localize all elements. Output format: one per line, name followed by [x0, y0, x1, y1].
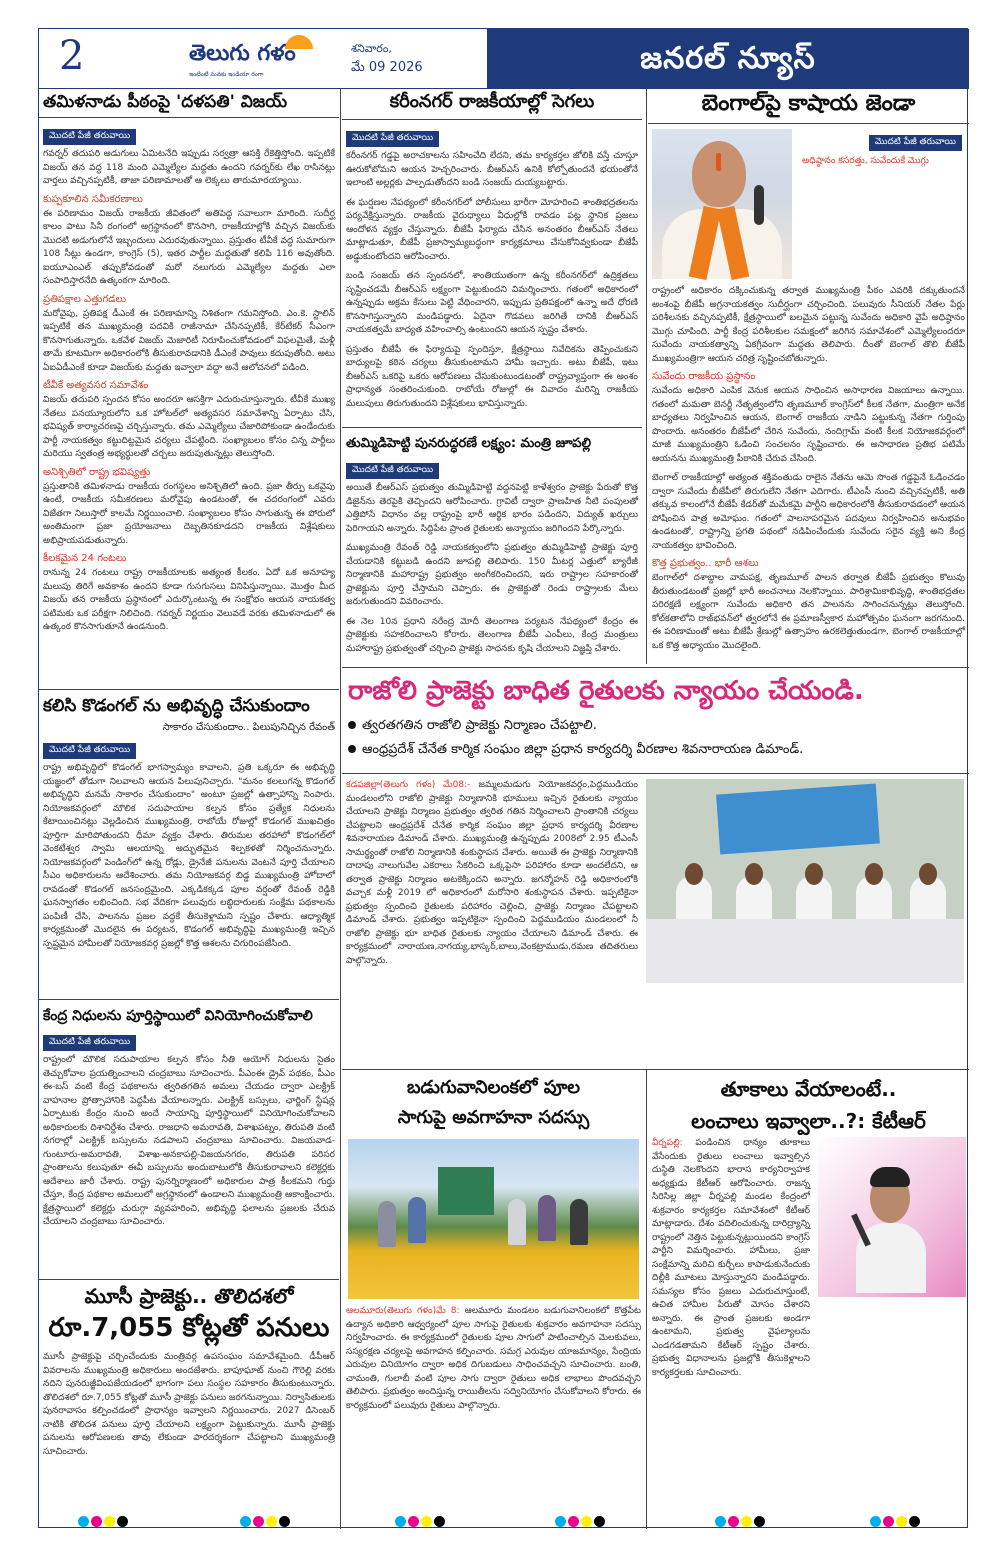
photo-figure — [856, 1223, 926, 1293]
column-divider — [340, 664, 341, 1529]
photo-figure — [378, 1201, 396, 1247]
paragraph: రాష్ట్రంలో అధికారం దక్కించుకున్న తర్వాత ముఖ్యమంత్రి పీఠం ఎవరికి దక్కుతుందనే అంశంపై బీజేపీ అగ్రనాయకత్వం సుదీర్ఘంగా చర్చించింది. పలువురు సీనియర్ నేతల పేర్లు పరిశీలనకు వచ్చినప్పటికీ, క్షేత్రస్థాయిలో బలమైన పట్టున్న సువేందు అధికారి వైపే అధిష్ఠానం మొగ్గు చూపింది. పార్టీ కేంద్ర పరిశీలకుల సమక్షంలో జరిగిన సమావేశంలో ఎమ్మెల్యేలందరూ సువేందు నాయకత్వాన్ని ఏకగ్రీవంగా మద్దతు తెలిపారు. దీంతో బెంగాల్ తొలి బీజేపీ ముఖ్యమంత్రిగా ఆయన చరిత్ర సృష్టించబోతున్నారు. — [652, 286, 965, 364]
photo-flower-field — [348, 1139, 639, 1299]
bullet-list — [342, 715, 969, 763]
subhead: కీలకమైన 24 గంటలు — [43, 553, 127, 564]
registration-dot — [279, 1516, 290, 1527]
photo-table — [646, 919, 964, 983]
paragraph: ప్రస్తుతం బీజేపీ ఈ ఫిర్యాదుపై స్పందిస్తూ, క్షేత్రస్థాయి నివేదికను తెప్పించుకుని బాధ్యులపై కఠిన చర్యలు తీసుకుంటామని హామీ ఇచ్చారు. అటు బీజేపీ, ఇటు బీఆర్ఎస్ ఒకరిపై ఒకరు ఆరోపణలు చేసుకుంటుండటంతో రాష్ట్రవ్యాప్తంగా ఈ అంశం ప్రాధాన్యత సంతరించుకుంది. రాబోయే రోజుల్లో ఈ వివాదం మరిన్ని రాజకీయ మలుపులు తిరుగుతుందని విశ్లేషకులు భావిస్తున్నారు. — [346, 344, 638, 409]
headline: కరీంనగర్ రాజకీయాల్లో సెగలు — [389, 91, 595, 112]
divider — [342, 427, 642, 428]
continued-tag: మొదటి పేజీ తరువాయి — [43, 743, 136, 759]
paragraph: రాష్ట్ర అభివృద్ధిలో కొడంగల్ భాగస్వామ్యం కావాలని, ప్రతి ఒక్కరూ ఈ అభివృద్ధి యజ్ఞంలో తోడుగా నిలవాలని ఆయన పిలుపునిచ్చారు. "మనం కలలుగన్న కొడంగల్ అభివృద్ధిని మనమే సాకారం చేసుకుందాం" అంటూ ప్రజల్లో ఉత్సాహాన్ని నింపారు. నియోజకవర్గంలో మౌలిక సదుపాయాల కల్పన కోసం ప్రత్యేక నిధులను కేటాయించినట్లు వెల్లడించిన ముఖ్యమంత్రి, రాబోయే రోజుల్లో కొడంగల్ ముఖచిత్రం పూర్తిగా మారిపోతుందని ధీమా వ్యక్తం చేశారు. తిరుమల తరహాలో కొడంగల్‌లో వెంకటేశ్వర స్వామి ఆలయాన్ని అద్భుతమైన శిల్పకళతో నిర్మించనున్నారు. నియోజకవర్గంలో పెండింగ్‌లో ఉన్న రోడ్లు, డ్రైనేజీ పనులను వెంటనే పూర్తి చేయాలని సీఎం అధికారులను ఆదేశించారు. తమ నియోజకవర్గ బిడ్డ ముఖ్యమంత్రి హోదాలో రావడంతో కొడంగల్ జనసంద్రమైంది. ఎక్కడికక్కడ పూల వర్షంతో రేవంత్ రెడ్డికి ఘనస్వాగతం లభించింది. సభ వేదికగా పలువురు లబ్ధిదారులకు సంక్షేమ పథకాలను పంపిణీ చేసి, పాలనను ప్రజల వద్దకే తీసుకెళ్లామని స్పష్టం చేశారు. ఆధ్యాత్మిక కార్యక్రమంతో మొదలైన ఈ పర్యటన, కొడంగల్ అభివృద్ధిపై ముఖ్యమంత్రి ఇచ్చిన స్పష్టమైన హామీలతో నియోజకవర్గ ప్రజల్లో కొత్త ఆశలను చిగురింపజేసింది. — [43, 763, 335, 949]
bullet-item — [342, 739, 969, 763]
registration-marks — [395, 1512, 447, 1524]
continued-tag: మొదటి పేజీ తరువాయి — [869, 135, 962, 151]
registration-dot — [741, 1516, 752, 1527]
bengal-body — [648, 285, 969, 653]
photo-figure — [919, 863, 937, 885]
headline: తూకాలు వేయాలంటే.. — [720, 1077, 897, 1101]
registration-dot — [728, 1516, 739, 1527]
divider — [39, 1279, 339, 1280]
bullet-text: త్వరతగతిన రాజోలి ప్రాజెక్టు నిర్మాణం చేపట్టాలి. — [362, 718, 597, 733]
registration-dot — [253, 1516, 264, 1527]
column-divider — [646, 89, 647, 664]
registration-dot — [594, 1516, 605, 1527]
story-rajoli — [342, 667, 969, 1067]
headline-line2: లంచాలు ఇవ్వాలా..?: కేటీఆర్ — [691, 1109, 926, 1133]
bullet-icon — [348, 721, 356, 729]
registration-dot — [870, 1516, 881, 1527]
paragraph: విజయ్ తదుపరి స్పందన కోసం అందరూ ఆసక్తిగా ఎదురుచూస్తున్నారు. టీవీకే ముఖ్య నేతలు పనయ్యూరులోని ఒక హోటల్‌లో అత్యవసర సమావేశాన్ని ఏర్పాటు చేసి, భవిష్యత్ కార్యాచరణపై చర్చిస్తున్నారు. తమ ఎమ్మెల్యేలు చేజారిపోకుండా ఉండేందుకు పార్టీ నాయకత్వం కట్టుదిట్టమైన చర్యలు చేపట్టింది. సంఖ్యాబలం కోసం చిన్న పార్టీలు మరియు స్వతంత్ర అభ్యర్థులతో చర్చలు జరుపుతున్నట్లు తెలుస్తోంది. — [43, 395, 335, 459]
divider — [39, 117, 339, 118]
story-bengal — [648, 89, 969, 664]
photo-figure — [870, 1167, 910, 1187]
photo-suvendu — [652, 129, 792, 279]
subhead: కొత్త ప్రభుత్వం.. భారీ ఆశలు — [652, 558, 759, 569]
story-flowers — [342, 1073, 645, 1523]
bullet-text: ఆంధ్రప్రదేశ్ చేనేత కార్మిక సంఘం జిల్లా ప్రధాన కార్యదర్శి వీరణాల శివనారాయణ డిమాండ్. — [362, 742, 804, 757]
story-kodangal — [39, 693, 339, 993]
headline: రాజోలి ప్రాజెక్టు బాధిత రైతులకు న్యాయం చేయండి. — [348, 676, 864, 706]
registration-dot — [715, 1516, 726, 1527]
story-musi — [39, 1283, 339, 1533]
continued-tag: మొదటి పేజీ తరువాయి — [346, 131, 439, 147]
masthead — [39, 29, 969, 89]
divider — [342, 119, 642, 120]
divider — [648, 123, 969, 124]
headline: బెంగాల్‌పై కాషాయ జెండా — [701, 91, 916, 116]
bengal-side-text — [798, 129, 966, 170]
headline: తుమ్మిడిహెట్టి పునరుద్ధరణే లక్ష్యం: మంత్రి జూపల్లి — [346, 436, 592, 451]
paragraph: ఆలమూరు మండలం బడుగువానిలంకలో కొత్తపేట ఉద్యాన అధికారి ఆధ్వర్యంలో పూల సాగుపై రైతులకు శుక్రవారం అవగాహనా సదస్సు నిర్వహించారు. ఈ కార్యక్రమంలో రైతులకు పూల సాగులో పాటించాల్సిన మెలకువలు, సస్యరక్షణ చర్యలపై అవగాహన కల్పించారు. సమగ్ర ఎరువుల యాజమాన్యం, సేంద్రియ ఎరువుల వినియోగం ద్వారా అధిక దిగుబడులు సాధించవచ్చని సూచించారు. బంతి, చామంతి, గులాబీ వంటి పూల సాగు ద్వారా రైతులు అధిక లాభాలు పొందవచ్చని తెలిపారు. ప్రభుత్వం అందిస్తున్న రాయితీలను సద్వినియోగం చేసుకోవాలని కోరారు. ఈ కార్యక్రమంలో పలువురు రైతులు పాల్గొన్నారు. — [346, 1306, 641, 1411]
registration-dot — [117, 1516, 128, 1527]
newspaper-logo — [189, 35, 349, 81]
registration-marks — [555, 1512, 607, 1524]
story-karimnagar — [342, 89, 642, 424]
logo-text: తెలుగు గళం — [189, 41, 296, 66]
byline: సాకారం చేసుకుందాం.. పిలుపునిచ్చిన రేవంత్ — [162, 722, 335, 733]
dateline: కడపజిల్లా(తెలుగు గళం) మే08:- — [346, 780, 471, 790]
registration-dot — [408, 1516, 419, 1527]
registration-dot — [395, 1516, 406, 1527]
dateline: వీర్నపల్లి: — [652, 1138, 683, 1148]
paragraph: బెంగాల్‌లో దశాబ్దాల వామపక్ష, తృణమూల్ పాలన తర్వాత బీజేపీ ప్రభుత్వం కొలువు తీరుతుండటంతో ప్రజల్లో భారీ అంచనాలు నెలకొన్నాయి. పారిశ్రామికాభివృద్ధి, శాంతిభద్రతల పరిరక్షణే లక్ష్యంగా సువేందు అధికారి తన పాలనను సాగించనున్నట్లు తెలుస్తోంది. కోల్‌కతాలోని రాజ్‌భవన్‌లో త్వరలోనే ఈ ప్రమాణస్వీకార మహోత్సవం ఘనంగా జరగనుంది. ఈ పరిణామంతో అటు బీజేపీ శ్రేణుల్లో ఉత్సాహం ఉరకలెత్తుతుండగా, బెంగాల్ రాజకీయాల్లో ఒక కొత్త అధ్యాయం మొదలైంది. — [652, 573, 965, 651]
column-divider — [340, 89, 341, 664]
subhead: కుప్పకూలిన సమీకరణాలు — [43, 193, 143, 205]
paragraph: సువేందు అధికారి ఎంపిక వెనుక ఆయన సాధించిన అసాధారణ విజయాలు ఉన్నాయి. గతంలో మమతా బెనర్జీ నేతృత్వంలోని తృణమూల్ కాంగ్రెస్‌లో కీలక నేతగా, మంత్రిగా అనేక బాధ్యతలు నిర్వహించిన ఆయన, బెంగాల్ రాజకీయ నాడిని పట్టుకున్న నేతగా గుర్తింపు పొందారు. అనంతరం బీజేపీలో చేరిన సువేందు, నందిగ్రామ్ వంటి కీలక నియోజకవర్గంలో మాజీ ముఖ్యమంత్రిని ఓడించి సంచలనం సృష్టించారు. ఈ అసాధారణ ప్రతిభ పటిమే ఆయనను ముఖ్యమంత్రి పీఠానికి చేరువ చేసింది. — [652, 386, 965, 464]
headline-line2: సాగుపై అవగాహనా సదస్సు — [397, 1107, 590, 1128]
registration-dot — [581, 1516, 592, 1527]
registration-marks — [78, 1512, 130, 1524]
photo-ktr — [818, 1137, 966, 1297]
photo-figure — [570, 1199, 588, 1245]
photo-figure — [508, 1199, 526, 1245]
microphone-icon — [754, 185, 764, 225]
headline: తమిళనాడు పీఠంపై 'దళపతి' విజయ్ — [43, 92, 288, 112]
column-right — [648, 89, 969, 664]
headline-line2: రూ.7,055 కోట్లతో పనులు — [48, 1313, 330, 1343]
paragraph: ఈ ఘర్షణల నేపథ్యంలో కరీంనగర్‌లో పోలీసులు భారీగా మోహరించి శాంతిభద్రతలను పర్యవేక్షిస్తున్నారు. రాజకీయ వైరుధ్యాలు వీధుల్లోకి రావడం పట్ల స్థానిక ప్రజలు ఆందోళన వ్యక్తం చేస్తున్నారు. బీజేపీ ఫిర్యాదు చేసిన అనంతరం బీఆర్ఎస్ నేతలు మాట్లాడుతూ, బీజేపీ ప్రజాస్వామ్యబద్ధంగా కార్యక్రమాలు చేసుకోనివ్వకుండా బీజేపీ అడ్డుకుంటోందని ఆరోపించారు. — [346, 197, 638, 262]
divider — [342, 773, 969, 774]
registration-dot — [909, 1516, 920, 1527]
ktr-side-text — [648, 1137, 814, 1378]
registration-dot — [266, 1516, 277, 1527]
paragraph: పండించిన ధాన్యం తూకాలు వేసేందుకు రైతులు లంచాలు ఇవ్వాల్సిన దుస్థితి నెలకొందని భారాస కార్యనిర్వాహక అధ్యక్షుడు కేటీఆర్ ఆరోపించారు. రాజన్న సిరిసిల్ల జిల్లా వీర్నపల్లి మండల కేంద్రంలో శుక్రవారం కార్యకర్తల సమావేశంలో కేటీఆర్ మాట్లాడారు. దేశం వదిలించుకున్న దారిద్ర్యాన్ని రాష్ట్రంలో నెత్తిన పెట్టుకున్నట్లుయిందని కాంగ్రెస్ పార్టీని విమర్శించారు. హామీలు, ప్రజా సంక్షేమాన్ని మరిచి కుర్చీలు కాపాడుకునేందుకు దిల్లీకి మూటలు మోస్తున్నారని మండిపడ్డారు. సమస్యల కోసం ప్రజలు ఎదురుచూస్తుంటే, ఉచిత హామీల పేరుతో మోసం చేశారని అన్నారు. ఈ ప్రాంత ప్రజలకు అండగా ఉంటామని, ప్రభుత్వ వైఫల్యాలను ఎండగడతామని కేటీఆర్ స్పష్టం చేశారు. ప్రభుత్వ విధానాలను ప్రజల్లోకి తీసుకెళ్లాలని కార్యకర్తలకు సూచించారు. — [652, 1138, 810, 1378]
headline: కలిసి కొడంగల్ ను అభివృద్ధి చేసుకుందాం — [43, 696, 310, 716]
photo-figure — [685, 863, 703, 885]
paragraph: బండి సంజయ్ తన స్పందనలో, శాంతియుతంగా ఉన్న కరీంనగర్‌లో ఉద్రిక్తతలు సృష్టించడమే బీఆర్ఎస్ లక్ష్యంగా పెట్టుకుందని విమర్శించారు. గతంలో అధికారంలో ఉన్నప్పుడు అక్రమ కేసులు పెట్టి వేధించారని, ఇప్పుడు ప్రతిపక్షంలో ఉన్నా అదే ధోరణి కొనసాగిస్తున్నారని మండిపడ్డారు. ఏదైనా గొడవలు జరిగితే దానికి బీఆర్ఎస్ నాయకత్వమే బాధ్యత వహించాల్సి ఉంటుందని ఆయన స్పష్టం చేశారు. — [346, 271, 638, 335]
subhead: అనిశ్చితిలో రాష్ట్ర భవిష్యత్తు — [43, 466, 151, 478]
column-divider — [646, 1069, 647, 1529]
registration-dot — [91, 1516, 102, 1527]
paragraph: ప్రస్తుతానికి తమిళనాడు రాజకీయ రంగస్థలం అనిశ్చితిలో ఉంది. ప్రజా తీర్పు ఒకవైపు ఉంటే, రాజకీయ సమీకరణలు మరోవైపు ఉండటంతో, ఈ చదరంగంలో ఎవరు విజేతగా నిలుస్తారో కాలమే నిర్ణయించాలి. సంఖ్యాబలం కోసం సాగుతున్న ఈ పోరులో అంతిమంగా ప్రజా ప్రయోజనాలు దెబ్బతినకూడదని రాజకీయ విశ్లేషకులు అభిప్రాయపడుతున్నారు. — [43, 481, 335, 546]
paragraph: కరీంనగర్ గడ్డపై అరాచకాలను సహించేది లేదని, తమ కార్యకర్తల జోలికి వస్తే చూస్తూ ఊరుకోబోమని ఆయన హెచ్చరించారు. బీఆర్ఎస్ ఉనికి కోల్పోతుందనే భయంతోనే ఇలాంటి అల్లర్లకు పాల్పడుతోందని బండి సంజయ్ దుయ్యబట్టారు. — [346, 151, 638, 188]
paragraph: మూసీ ప్రాజెక్టుపై చర్చించేందుకు మంత్రివర్గ ఉపసంఘం సమావేశమైంది. డీపీఆర్ వివరాలను ముఖ్యమంత్రి అధికారులు అందజేశారు. బాపూఘాట్ నుంచి గౌరెల్లి వరకు నదిని పునరుజ్జీవింపజేయడంలో భాగంగా పలు సంస్థల సహకారం తీసుకుంటున్నారు. తొలిదశలో రూ.7,055 కోట్లతో మూసీ ప్రాజెక్టు పనులు జరగనున్నాయి. నిర్వాసితులకు పునరావాసం కల్పించడంలో ప్రాధాన్యం ఇవ్వాలని నిర్ణయించారు. 2027 డిసెంబర్ నాటికి తొలిదశ పనులు పూర్తి చేయాలని లక్ష్యంగా పెట్టుకున్నారు. మూసీ ప్రాజెక్టు పనులను ఆరోపణలకు తావు లేకుండా పారదర్శకంగా చేపట్టాలని ముఖ్యమంత్రి సూచించారు. — [43, 1352, 335, 1457]
photo-figure — [865, 863, 883, 885]
subhead: సువేందు రాజకీయ ప్రస్థానం — [652, 371, 756, 382]
paragraph: రాష్ట్రంలో మౌలిక సదుపాయాల కల్పన కోసం నీతి ఆయోగ్ నిధులను సైతం తెచ్చుకోవాల ప్రయత్నించాలని చంద్రబాబు సూచించారు. పీఎంఈ డ్రైవ్ పథకం, పీఎం ఈ-బస్ వంటి కేంద్ర పథకాలను త్వరితగతిన అమలు చేయడం ద్వారా ఎలక్ట్రిక్ వాహనాల ప్రోత్సాహానికి పెద్దపీట వేయాలన్నారు. ఎలక్ట్రిక్ బస్సులు, ఛార్జింగ్ స్టేషన్ల ఏర్పాటుకు కేంద్రం నుంచి అందే సాయాన్ని పూర్తిస్థాయిలో వినియోగించుకోవాలని అధికారులకు దిశానిర్దేశం చేశారు. రాజధాని అమరావతి, విశాఖపట్నం, తిరుపతి వంటి నగరాల్లో ఎలక్ట్రిక్ బస్సులను నడపాలని చంద్రబాబు సూచించారు. విజయవాడ-గుంటూరు-అమరావతి, విశాఖ-అనకాపల్లి-విజయనగరం, తిరుపతి పరిసర ప్రాంతాలను కలుపుతూ ఈవీ బస్సులను అందుబాటులోకి తీసుకురావాలని కలెక్టర్లకు ఆదేశాలు జారీ చేశారు. రాష్ట్ర పునర్నిర్మాణంలో అధికారుల పాత్ర కీలకమని గుర్తు చేస్తూ, కేంద్ర పథకాల అమలులో అగ్రస్థానంలో ఉండాలని ముఖ్యమంత్రి ఆకాంక్షించారు. క్షేత్రస్థాయిలో కలెక్టర్లు చురుగ్గా వ్యవహరించి, అభివృద్ధి ఫలాలను ప్రజలకు చేరువ చేయాలని చంద్రబాబు సూచించారు. — [43, 1055, 335, 1227]
paragraph: అయితే బీఆర్ఎస్ ప్రభుత్వం తుమ్మిడిహెట్టి వద్దనపెట్టి కాళేశ్వరం ప్రాజెక్టు పేరుతో కొత్త డిజైన్‌ను తెరపైకి తెచ్చిందని ఆరోపించారు. గ్రావిటీ ద్వారా ప్రాణహిత నీటి పంపులతో ఎత్తిపోసే విధానం వల్ల రాష్ట్రంపై భారీ ఆర్థిక భారం పడిందని, విద్యుత్ ఖర్చులు పెరిగాయని అన్నారు. సిద్దిపేట ప్రాంత రైతులకు అన్యాయం జరిగిందని పేర్కొన్నారు. — [346, 483, 638, 534]
page-number: 2 — [59, 33, 85, 79]
paragraph: ఈ పరిణామం విజయ్ రాజకీయ జీవితంలో అతిపెద్ద సవాలుగా మారింది. సుదీర్ఘ కాలం పాటు సినీ రంగంలో అగ్రస్థానంలో కొనసాగి, రాజకీయాల్లోకి వచ్చిన విజయ్‌కు మొదటి అడుగులోనే ఇబ్బందులు ఎదురవుతున్నాయి. ప్రస్తుతం టీవీకే వద్ద సుమారుగా 108 సీట్లు ఉండగా, కాంగ్రెస్ (5), ఇతర పార్టీల మద్దతుతో కలిపి 116 అవుతోంది. ఐయూఎంఎల్ తప్పుకోవడంతో మరో నలుగురు ఎమ్మెల్యేల మద్దతు ఎలా సంపాదిస్తారనేది ఉత్కంఠగా మారింది. — [43, 208, 335, 286]
divider — [39, 999, 339, 1000]
column-left — [39, 89, 339, 1529]
registration-dot — [568, 1516, 579, 1527]
story-tummidihatti — [342, 431, 642, 663]
paragraph: ముఖ్యమంత్రి రేవంత్ రెడ్డి నాయకత్వంలోని ప్రభుత్వం తుమ్మిడిహెట్టి ప్రాజెక్టు పూర్తి చేయడానికి కట్టుబడి ఉందని జూపల్లి తెలిపారు. 150 మీటర్ల ఎత్తులో బ్యారేజీ నిర్మాణానికి మహారాష్ట్ర ప్రభుత్వం అంగీకరించిందని, ఇరు రాష్ట్రాల సహకారంతో ప్రాజెక్టును పూర్తి చేస్తామని చెప్పారు. ఈ ప్రాజెక్టుతో రెండు రాష్ట్రాలకు మేలు జరుగుతుందని వివరించారు. — [346, 543, 638, 607]
story-tamilnadu — [39, 89, 339, 684]
story-central-funds — [39, 1003, 339, 1273]
divider — [39, 689, 339, 690]
rajoli-body — [342, 779, 642, 1064]
registration-dot — [555, 1516, 566, 1527]
registration-dot — [896, 1516, 907, 1527]
paragraph: రానున్న 24 గంటలు రాష్ట్ర రాజకీయాలకు అత్యంత కీలకం. ఏదో ఒక అనూహ్య మలుపు తిరిగే అవకాశం ఉందని కూడా గుసగుసలు వినిపిస్తున్నాయి. మొత్తం మీద విజయ్ తన రాజకీయ ప్రస్థానంలో ఎదుర్కొంటున్న ఈ సంక్షోభం ఆయన నాయకత్వ పటిమకు ఒక పరీక్షగా నిలిచింది. గవర్నర్ నిర్ణయం వెలువడే వరకు తమిళనాడులో ఈ ఉత్కంఠ కొనసాగుతూనే ఉండనుంది. — [43, 568, 335, 632]
date-label: మే 09 2026 — [351, 60, 423, 75]
paragraph: బెంగాల్ రాజకీయాల్లో అత్యంత శక్తివంతుడు రాలైన నేతను ఆమె సొంత గడ్డపైనే ఓడించడం ద్వారా సువేందు బీజేపీలో తిరుగులేని నేతగా ఎదిగారు. టీఎంసీ నుంచి వచ్చినప్పటికీ, అతి తక్కువ కాలంలోనే బీజేపీ కేడర్‌తో మమేకమై పార్టీని అధికారంలోకి తీసుకురావడంలో ఆయన పోషించిన పాత్ర అమోఘం. గతంలో పాలనాపరమైన పదవులు నిర్వహించిన అనుభవం ఉండటంతో, రాష్ట్రాన్ని ప్రగతి పథంలో నడిపించేందుకు సువేందు సరైన వ్యక్తి అని కేంద్ర నాయకత్వం భావించింది. — [652, 473, 965, 551]
day-label: శనివారం, — [351, 42, 392, 55]
registration-dot — [421, 1516, 432, 1527]
registration-dot — [104, 1516, 115, 1527]
registration-dot — [434, 1516, 445, 1527]
flowers-body — [342, 1305, 645, 1413]
registration-dot — [754, 1516, 765, 1527]
story-ktr — [648, 1073, 969, 1523]
photo-meeting — [646, 779, 964, 983]
dateline — [351, 39, 423, 77]
newspaper-page — [38, 28, 968, 1528]
subhead: టీవీకే అత్యవసర సమావేశం — [43, 380, 149, 391]
headline: బడుగువానిలంకలో పూల — [406, 1077, 581, 1098]
photo-figure — [745, 863, 763, 885]
caption: అధిష్ఠానం కసరత్తు, సువేందుకే మొగ్గు — [802, 156, 929, 166]
section-banner: జనరల్ న్యూస్ — [487, 29, 969, 89]
registration-marks — [715, 1512, 767, 1524]
registration-dot — [240, 1516, 251, 1527]
registration-dot — [883, 1516, 894, 1527]
paragraph: జమ్మలమడుగు నియోజకవర్గం,పెద్దముడియం మండలంలోని రాజోలి ప్రాజెక్టు నిర్మాణానికి భూములు ఇచ్చిన రైతులకు న్యాయం చేయాలని ప్రాజెక్టు నిర్మాణం ప్రభుత్వం త్వరిత గతిన నిర్మించాలని ప్రాంతానికి చర్యలు చేపట్టాలని ఆంధ్రప్రదేశ్ చేనేత కార్మిక సంఘం జిల్లా ప్రధాన కార్యదర్శి వీరణాల శివనారాయణ డిమాండ్ చేశారు. ముఖ్యమంత్రి ఉన్నప్పుడు 2008లో 2.95 టీఎంసీ సామర్థ్యంతో రాజోలి నిర్మాణానికి శంకుస్థాపన చేశారు. అయితే ఈ ప్రాజెక్టు నిర్మాణానికి దాదాపు నాలుగువేల ఎకరాలు సేకరించి ఒక్కపైసా పరిహారం కూడా అందలేదని, ఆ తర్వాత ప్రాజెక్టు నిర్మాణం అటకెక్కిందని అన్నారు. జగన్మోహన్ రెడ్డి అధికారంలోకి వచ్చాక మళ్లీ 2019 లో అధికారంలో మరోసారి శంకుస్థాపన చేశారు. ఇప్పటికైనా ప్రభుత్వం స్పందించి రైతులకు పరిహారం చెల్లించి, ప్రాజెక్టు నిర్మాణం చేపట్టాలని డిమాండ్ చేశారు. ప్రభుత్వం ఇప్పటికైనా స్పందించి పెద్దముడియం మండలంలో నీ రాజోలి ప్రాజెక్టు భూ బాధిత రైతులకు న్యాయం చేయాలని డిమాండ్ చేశారు. ఈ కార్యక్రమంలో నారాయణ,నాగయ్య,భాస్కర్,బాలు,వెంకట్రాముడు,రమణ తదితరులు పాల్గొన్నారు. — [346, 780, 638, 966]
paragraph: గవర్నర్ తదుపరి అడుగులు ఏమిటనేది ఇప్పుడు సర్వత్రా ఆసక్తి రేకెత్తిస్తోంది. ఇప్పటికే విజయ్ తన వద్ద 118 మంది ఎమ్మెల్యేల మద్దతు ఉందని గవర్నర్‌కు లేఖ రాసినట్లు వార్తలు వచ్చినప్పటికీ, తాజా పరిణామాలతో ఆ లెక్కలు తారుమారయ్యాయి. — [43, 149, 335, 186]
bullet-item — [342, 715, 969, 739]
photo-sign — [438, 1167, 494, 1215]
registration-dot — [78, 1516, 89, 1527]
dateline: ఆలమూరు(తెలుగు గళం)మే 8: — [346, 1306, 460, 1316]
registration-marks — [240, 1512, 292, 1524]
paragraph: మరోవైపు, ప్రతిపక్ష డీఎంకే ఈ పరిణామాన్ని నిశితంగా గమనిస్తోంది. ఎం.కె. స్టాలిన్ ఇప్పటికే తన ముఖ్యమంత్రి పదవికి రాజీనామా చేసినప్పటికీ, కేర్‌టేకర్ సీఎంగా కొనసాగుతున్నారు. ఒకవేళ విజయ్ మెజారిటీ నిరూపించుకోవడంలో విఫలమైతే, మళ్లీ తామే కూటమిగా అధికారంలోకి తీసుకురావడానికి డీఎంకే పావులు కదుపుతోంది. అటు ఏఐఏడీఎంకే కూడా విజయ్‌కు మద్దతు ఇవ్వాలా వద్దా అనే ఆలోచనలో పడింది. — [43, 308, 335, 373]
photo-figure — [716, 153, 721, 171]
registration-marks — [870, 1512, 922, 1524]
continued-tag: మొదటి పేజీ తరువాయి — [43, 129, 136, 145]
logo-tagline: ఇంటింటి మనకు ఇండియా రంగా — [189, 71, 264, 78]
headline: మూసీ ప్రాజెక్టు.. తొలిదశలో — [84, 1284, 294, 1308]
photo-figure — [692, 141, 746, 207]
divider — [342, 1069, 969, 1070]
headline: కేంద్ర నిధులను పూర్తిస్థాయిలో వినియోగించుకోవాలి — [43, 1008, 313, 1024]
paragraph: ఈ నెల 10న ప్రధాని నరేంద్ర మోదీ తెలంగాణ పర్యటన నేపథ్యంలో కేంద్రం ఈ ప్రాజెక్టుకు సహకరించాలని కోరారు. తెలంగాణ బీజేపీ ఎంపీలు, కేంద్ర మంత్రులు మహారాష్ట్ర ప్రభుత్వంతో చర్చించి ప్రాజెక్టు సాధనకు కృషి చేయాలని విజ్ఞప్తి చేశారు. — [346, 616, 638, 654]
photo-banner — [716, 783, 880, 854]
bullet-icon — [348, 745, 356, 753]
subhead: ప్రతిపక్షాల ఎత్తుగడలు — [43, 293, 127, 305]
photo-figure — [408, 1197, 426, 1243]
continued-tag: మొదటి పేజీ తరువాయి — [43, 1035, 136, 1051]
photo-figure — [805, 863, 823, 885]
continued-tag: మొదటి పేజీ తరువాయి — [346, 463, 439, 479]
column-middle — [342, 89, 642, 664]
photo-figure — [538, 1195, 556, 1241]
